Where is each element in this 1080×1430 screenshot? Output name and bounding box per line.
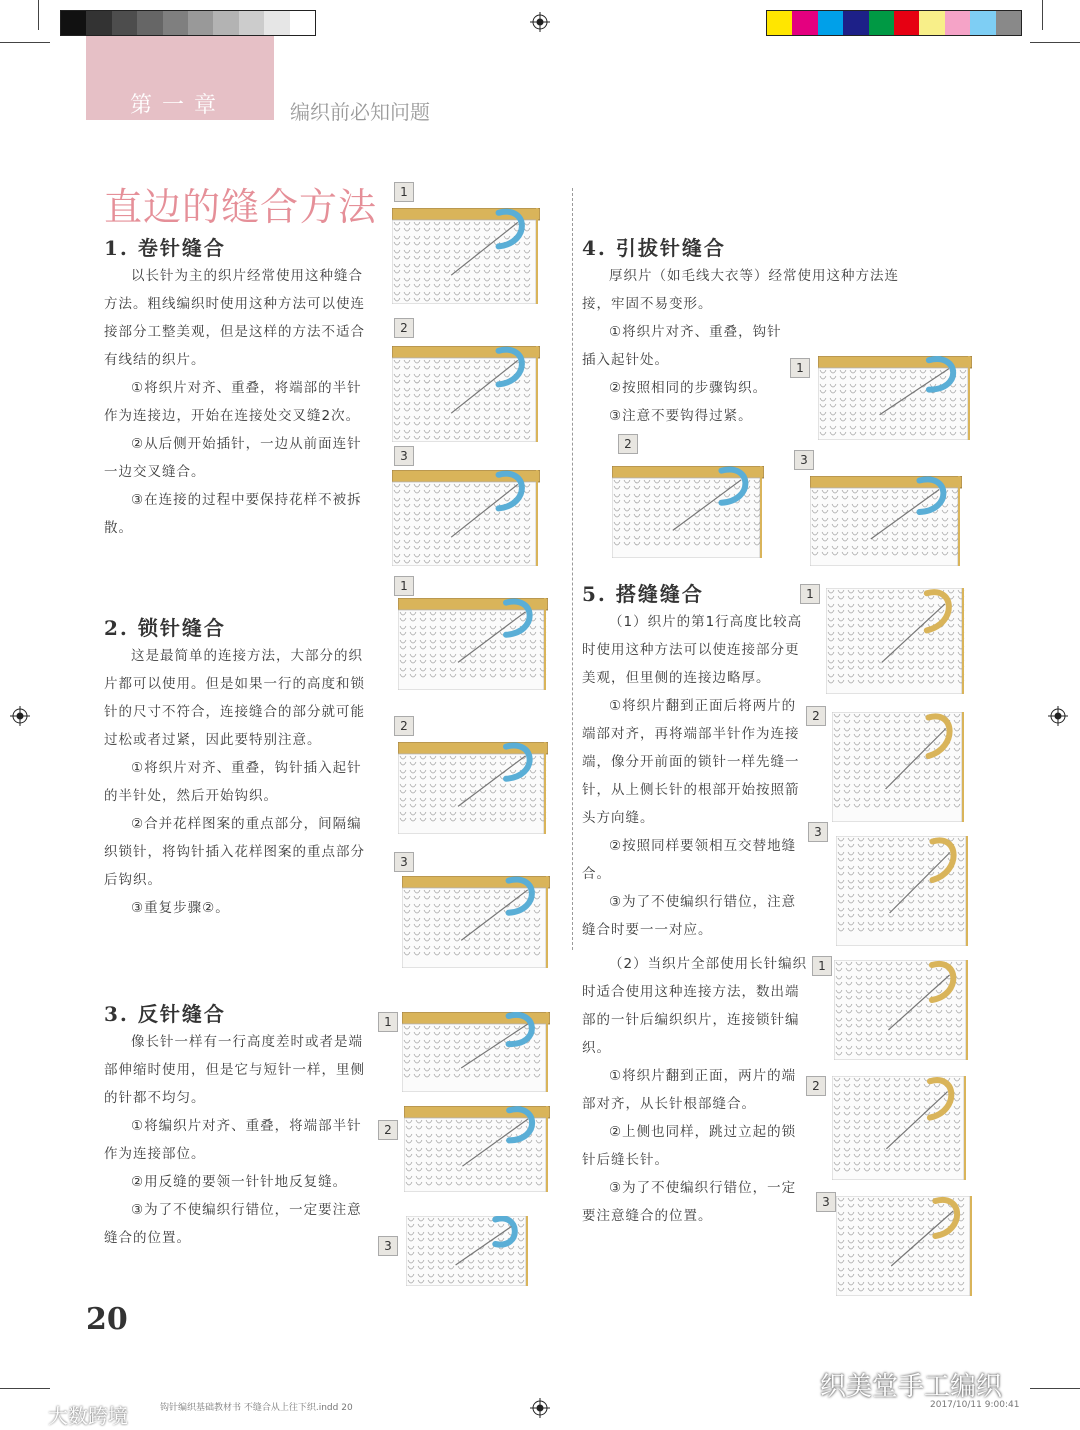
footer-date-info: 2017/10/11 9:00:41 <box>930 1400 1020 1410</box>
color-swatch <box>792 11 817 35</box>
color-swatch <box>767 11 792 35</box>
watermark-source: 大数跨境 <box>48 1404 128 1428</box>
paragraph: ②从后侧开始插针，一边从前面连针一边交叉缝合。 <box>104 436 362 480</box>
crop-mark <box>0 42 50 43</box>
step-number-badge: 3 <box>378 1236 398 1256</box>
paragraph: ①将织片对齐、重叠，钩针插入起针处。 <box>582 324 782 368</box>
paragraph: ①将织片翻到正面后将两片的端部对齐，再将端部半针作为连接端，像分开前面的锁针一样先缝一针，从上侧长针的根部开始按照箭头方向缝。 <box>582 698 800 826</box>
paragraph: ③重复步骤②。 <box>131 900 230 916</box>
gray-swatch <box>86 11 111 35</box>
paragraph: 这是最简单的连接方法，大部分的织片都可以使用。但是如果一行的高度和锁针的尺寸不符合，连接缝合的部分就可能过松或者过紧，因此要特别注意。 <box>104 648 365 748</box>
paragraph: ②按照相同的步骤钩织。 <box>609 380 768 396</box>
paragraph: ①将编织片对齐、重叠，将端部半针作为连接部位。 <box>104 1118 362 1162</box>
gray-swatch <box>239 11 264 35</box>
section-body-5a <box>582 608 808 944</box>
section-title-1: 1. 卷针缝合 <box>104 236 226 260</box>
knitting-swatch-illustration <box>612 466 764 558</box>
color-swatch <box>894 11 919 35</box>
paragraph: ②上侧也同样，跳过立起的锁针后缝长针。 <box>582 1124 797 1168</box>
footer-file-info: 钩针编织基础教材书 不缝合从上往下织.indd 20 <box>160 1403 353 1413</box>
step-number-badge: 1 <box>790 358 810 378</box>
paragraph: ②合并花样图案的重点部分，间隔编织锁针，将钩针插入花样图案的重点部分后钩织。 <box>104 816 365 888</box>
crop-mark <box>1030 1388 1080 1389</box>
column-divider <box>572 188 573 950</box>
color-swatch <box>818 11 843 35</box>
paragraph: ③注意不要钩得过紧。 <box>609 408 753 424</box>
paragraph: 以长针为主的织片经常使用这种缝合方法。粗线编织时使用这种方法可以使连接部分工整美观，但是这样的方法不适合有线结的织片。 <box>104 268 365 368</box>
registration-mark-icon <box>530 12 550 32</box>
step-number-badge: 1 <box>394 182 414 202</box>
step-number-badge: 2 <box>378 1120 398 1140</box>
step-number-badge: 2 <box>394 716 414 736</box>
step-number-badge: 3 <box>394 446 414 466</box>
knitting-swatch-illustration <box>836 836 970 946</box>
knitting-swatch-illustration <box>826 588 966 694</box>
knitting-swatch-illustration <box>392 208 540 304</box>
paragraph: ③为了不使编织行错位，注意缝合时要一一对应。 <box>582 894 797 938</box>
paragraph: ③在连接的过程中要保持花样不被拆散。 <box>104 492 362 536</box>
knitting-swatch-illustration <box>810 476 962 566</box>
step-number-badge: 3 <box>394 852 414 872</box>
step-number-badge: 2 <box>806 1076 826 1096</box>
color-swatch <box>843 11 868 35</box>
gray-swatch <box>163 11 188 35</box>
step-number-badge: 2 <box>394 318 414 338</box>
registration-mark-icon <box>530 1398 550 1418</box>
color-swatch <box>996 11 1021 35</box>
section-body-2 <box>104 642 376 922</box>
paragraph: ①将织片对齐、重叠，将端部的半针作为连接边，开始在连接处交叉缝2次。 <box>104 380 362 424</box>
knitting-swatch-illustration <box>398 598 548 690</box>
gray-swatch <box>188 11 213 35</box>
paragraph: ②用反缝的要领一针针地反复缝。 <box>131 1174 348 1190</box>
crop-mark <box>38 0 39 30</box>
gray-swatch <box>61 11 86 35</box>
paragraph: （1）织片的第1行高度比较高时使用这种方法可以使连接部分更美观，但里侧的连接边略厚。 <box>582 614 803 686</box>
grayscale-calibration-bar <box>60 10 316 36</box>
paragraph: （2）当织片全部使用长针编织时适合使用这种连接方法，数出端部的一针后编织织片，连接锁针编织。 <box>582 956 808 1056</box>
step-number-badge: 1 <box>812 956 832 976</box>
section-body-5b <box>582 950 808 1230</box>
step-number-badge: 3 <box>808 822 828 842</box>
gray-swatch <box>137 11 162 35</box>
section-title-5: 5. 搭缝缝合 <box>582 582 704 606</box>
section-title-3: 3. 反针缝合 <box>104 1002 226 1026</box>
paragraph: ①将织片对齐、重叠，钩针插入起针的半针处，然后开始钩织。 <box>104 760 362 804</box>
crop-mark <box>0 1388 50 1389</box>
knitting-swatch-illustration <box>402 1012 550 1092</box>
color-swatch <box>919 11 944 35</box>
chapter-label: 第一章 <box>130 93 227 118</box>
knitting-swatch-illustration <box>832 1076 968 1180</box>
section-body-3 <box>104 1028 376 1252</box>
registration-mark-icon <box>1048 706 1068 726</box>
step-number-badge: 2 <box>618 434 638 454</box>
section-title-4: 4. 引拔针缝合 <box>582 236 726 260</box>
gray-swatch <box>264 11 289 35</box>
knitting-swatch-illustration <box>406 1216 530 1286</box>
paragraph: 厚织片（如毛线大衣等）经常使用这种方法连接，牢固不易变形。 <box>582 268 899 312</box>
paragraph: ②按照同样要领相互交替地缝合。 <box>582 838 797 882</box>
crop-mark <box>1042 0 1043 30</box>
paragraph: ③为了不使编织行错位，一定要注意缝合的位置。 <box>582 1180 797 1224</box>
knitting-swatch-illustration <box>402 876 550 968</box>
page-number: 20 <box>86 1302 128 1337</box>
knitting-swatch-illustration <box>392 346 540 442</box>
step-number-badge: 1 <box>394 576 414 596</box>
gray-swatch <box>290 11 315 35</box>
knitting-swatch-illustration <box>398 742 548 834</box>
step-number-badge: 1 <box>378 1012 398 1032</box>
step-number-badge: 2 <box>806 706 826 726</box>
section-title-2: 2. 锁针缝合 <box>104 616 226 640</box>
color-swatch <box>869 11 894 35</box>
paragraph: 像长针一样有一行高度差时或者是端部伸缩时使用，但是它与短针一样，里侧的针都不均匀。 <box>104 1034 365 1106</box>
knitting-swatch-illustration <box>392 470 540 566</box>
paragraph: ①将织片翻到正面，两片的端部对齐，从长针根部缝合。 <box>582 1068 797 1112</box>
chapter-subtitle: 编织前必知问题 <box>290 100 430 124</box>
color-swatch <box>945 11 970 35</box>
crop-mark <box>1030 42 1080 43</box>
knitting-swatch-illustration <box>818 356 972 440</box>
step-number-badge: 3 <box>816 1192 836 1212</box>
gray-swatch <box>112 11 137 35</box>
gray-swatch <box>213 11 238 35</box>
paragraph: ③为了不使编织行错位，一定要注意缝合的位置。 <box>104 1202 362 1246</box>
knitting-swatch-illustration <box>404 1106 550 1192</box>
color-calibration-bar <box>766 10 1022 36</box>
step-number-badge: 1 <box>800 584 820 604</box>
step-number-badge: 3 <box>794 450 814 470</box>
page-title: 直边的缝合方法 <box>104 185 378 229</box>
section-body-1 <box>104 262 376 542</box>
color-swatch <box>970 11 995 35</box>
knitting-swatch-illustration <box>834 960 970 1060</box>
knitting-swatch-illustration <box>832 712 966 822</box>
knitting-swatch-illustration <box>836 1196 974 1296</box>
watermark-brand: 织美堂手工编织 <box>820 1372 1003 1402</box>
registration-mark-icon <box>10 706 30 726</box>
